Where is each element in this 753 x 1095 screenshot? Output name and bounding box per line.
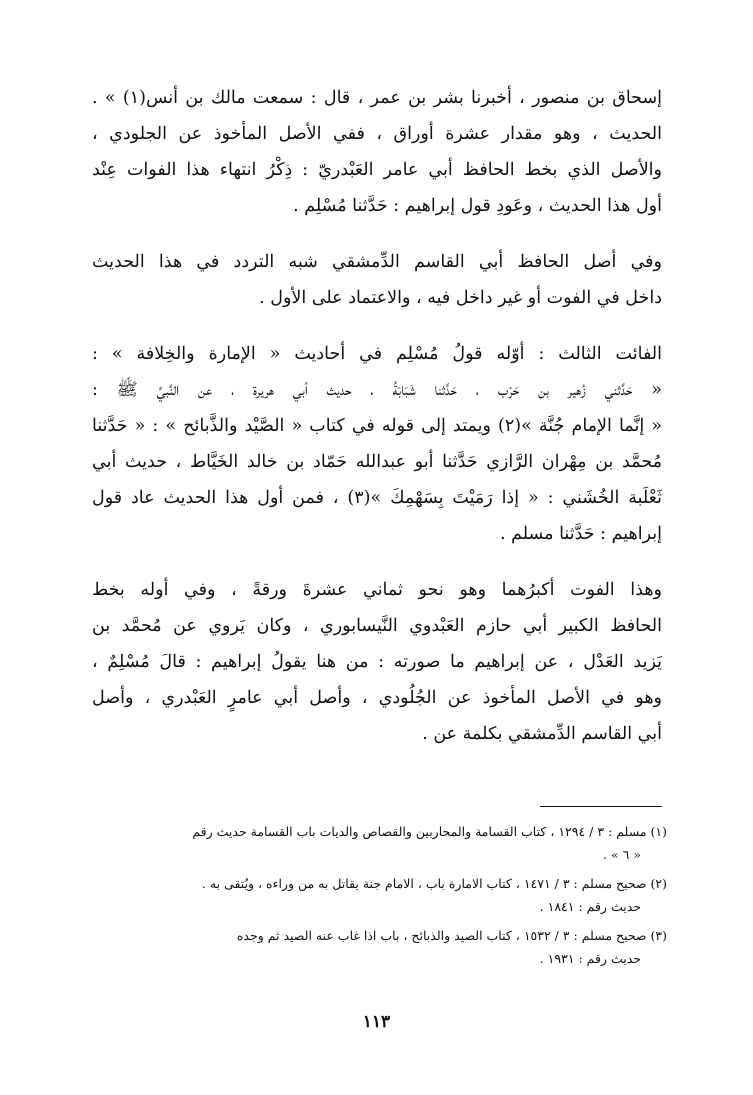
text-line: والأصل الذي بخط الحافظ أبي عامر العَبْدريّ : ذِكْرُ انتهاء هذا الفوات عِنْد bbox=[92, 160, 662, 180]
text-line: وهو في الأصل المأخوذ عن الجُلُودي ، وأصل أبي عامرٍ العَبْدري ، وأصل bbox=[92, 688, 662, 708]
footnote-line: (٢) صحيح مسلم : ٣ / ١٤٧١ ، كتاب الامارة باب ، الامام جنة يقاتل به من وراءه ، ويُتقى به . bbox=[201, 876, 667, 891]
text-line: الحافظ الكبير أبي حازم العَبْدوي النَّيسابوري ، وكان يَروي عن مُحمَّد بن bbox=[92, 616, 662, 636]
footnote-line: حديث رقم : ١٨٤١ . bbox=[539, 899, 641, 914]
text-line: أبي القاسم الدِّمشقي بكلمة عن . bbox=[422, 724, 662, 744]
text-line: وفي أصل الحافظ أبي القاسم الدِّمشقي شبه التردد في هذا الحديث bbox=[92, 252, 662, 272]
footnote-line: (١) مسلم : ٣ / ١٢٩٤ ، كتاب القسامة والمحاربين والقصاص والديات باب القسامة حديث رقم bbox=[192, 824, 667, 839]
text-line: داخل في الفوت أو غير داخل فيه ، والاعتماد على الأول . bbox=[259, 288, 662, 308]
text-line: الفائت الثالث : أوّله قولُ مُسْلِم في أحاديث « الإمارة والخِلافة » : bbox=[92, 344, 662, 364]
footnote-2 bbox=[92, 872, 667, 918]
text-line: ثَعْلَبة الخُشَني : « إذا رَمَيْتَ بِسَهْمِكَ »(٣) ، فمن أول هذا الحديث عاد قول bbox=[92, 488, 662, 508]
paragraph-3 bbox=[92, 336, 662, 552]
footnote-divider bbox=[540, 806, 662, 807]
text-line: وهذا الفوت أكبرُهما وهو نحو ثماني عشرةَ ورقةً ، وفي أوله بخط bbox=[92, 580, 662, 600]
footnote-line: « ٦ » . bbox=[603, 847, 641, 862]
text-line: « حَدَّثني زُهير بن حَرْب ، حَدَّثنا شَبَابَةُ ، حديث أبي هريرة ، عن النَّبيِّ ﷺ : bbox=[92, 380, 662, 400]
footnote-line: (٣) صحيح مسلم : ٣ / ١٥٣٢ ، كتاب الصيد والذبائح ، باب اذا غاب عنه الصيد ثم وجده bbox=[236, 928, 667, 943]
paragraph-1 bbox=[92, 80, 662, 224]
main-text bbox=[92, 80, 662, 772]
text-line: إسحاق بن منصور ، أخبرنا بشر بن عمر ، قال : سمعت مالك بن أنس(١) » . bbox=[92, 88, 662, 108]
footnote-3 bbox=[92, 924, 667, 970]
page-number: ١١٣ bbox=[362, 1012, 391, 1032]
footnotes bbox=[92, 820, 667, 976]
text-line: إبراهيم : حَدَّثنا مسلم . bbox=[499, 524, 662, 544]
text-line: مُحمَّد بن مِهْران الرَّازي حَدَّثنا أبو عبدالله حَمّاد بن خالد الخَيَّاط ، حديث أبي bbox=[92, 452, 663, 472]
text-line: يَزيد العَدْل ، عن إبراهيم ما صورته : من هنا يقولُ إبراهيم : قالَ مُسْلِمٌ ، bbox=[92, 652, 662, 672]
text-line: الحديث ، وهو مقدار عشرة أوراق ، ففي الأصل المأخوذ عن الجلودي ، bbox=[92, 124, 662, 144]
footnote-1 bbox=[92, 820, 667, 866]
footnote-line: حديث رقم : ١٩٣١ . bbox=[539, 951, 641, 966]
text-line: « إنَّما الإمام جُنَّة »(٢) ويمتد إلى قوله في كتاب « الصَّيْد والذَّبائح » : « حَدَّثنا bbox=[92, 416, 662, 436]
paragraph-4 bbox=[92, 572, 662, 752]
text-line: أول هذا الحديث ، وعَودِ قول إبراهيم : حَدَّثنا مُسْلِم . bbox=[293, 196, 662, 216]
paragraph-2 bbox=[92, 244, 662, 316]
